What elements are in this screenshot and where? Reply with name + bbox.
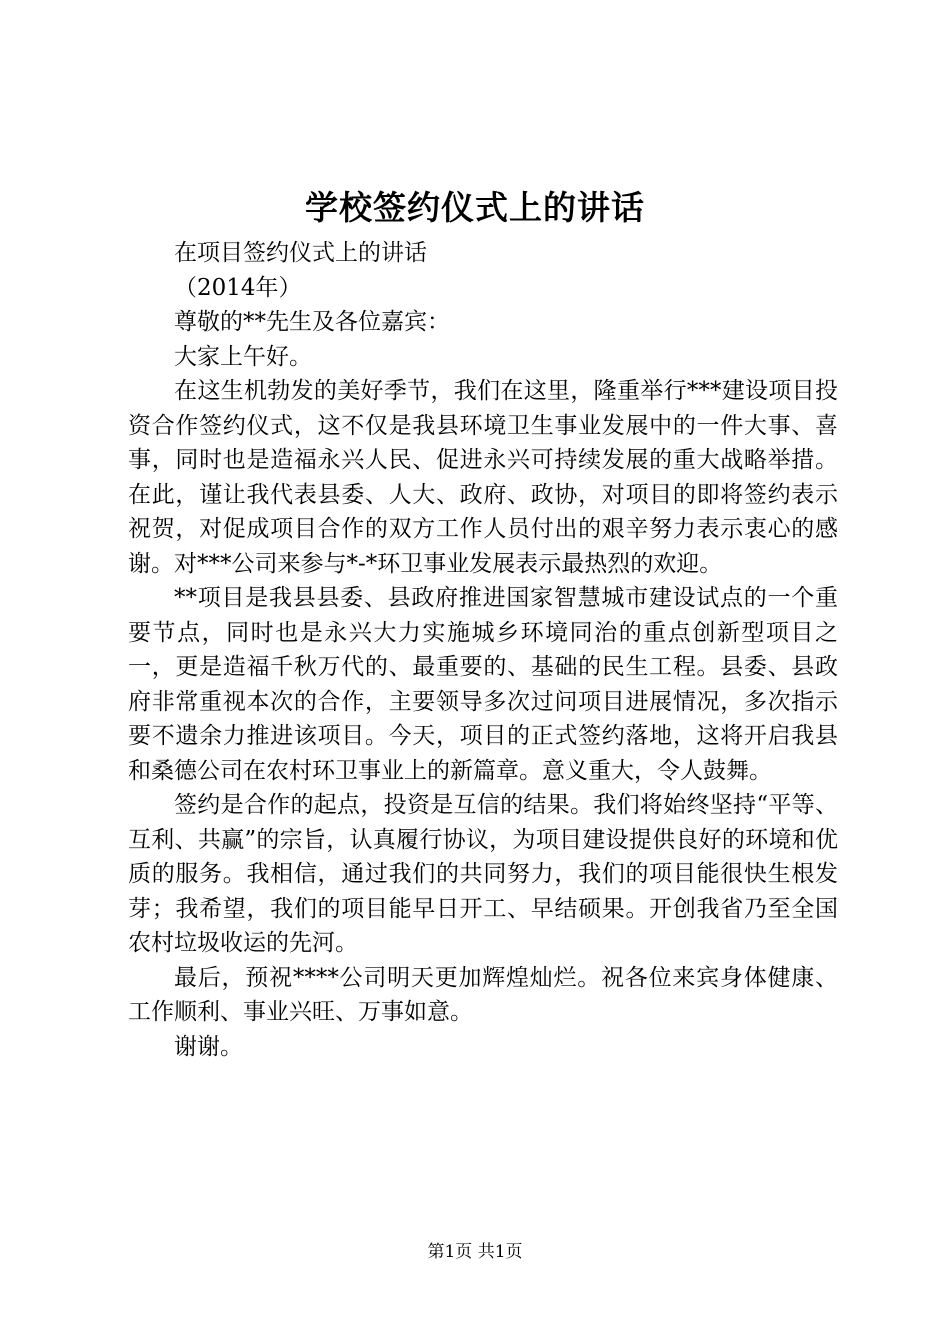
paragraph-body-2: **项目是我县县委、县政府推进国家智慧城市建设试点的一个重要节点，同时也是永兴大力实施城乡环境同治的重点创新型项目之一，更是造福千秋万代的、最重要的、基础的民生工程。县委、县政府非常重视本次的合作，主要领导多次过问项目进展情况，多次指示要不遗余力推进该项目。今天，项目的正式签约落地，这将开启我县和桑德公司在农村环卫事业上的新篇章。意义重大，令人鼓舞。 [128, 585, 838, 784]
paragraph-body-1: 在这生机勃发的美好季节，我们在这里，隆重举行***建设项目投资合作签约仪式，这不仅是我县环境卫生事业发展中的一件大事、喜事，同时也是造福永兴人民、促进永兴可持续发展的重大战略举措。在此，谨让我代表县委、人大、政府、政协，对项目的即将签约表示祝贺，对促成项目合作的双方工作人员付出的艰辛努力表示衷心的感谢。对***公司来参与*-*环卫事业发展表示最热烈的欢迎。 [128, 378, 838, 577]
paragraph-year: （2014年） [174, 274, 302, 301]
document-body [128, 236, 838, 1064]
paragraph-subtitle: 在项目签约仪式上的讲话 [174, 240, 427, 266]
page-number-footer: 第1页 共1页 [427, 1242, 523, 1262]
paragraph-greeting: 大家上午好。 [174, 343, 312, 370]
paragraph-salutation: 尊敬的**先生及各位嘉宾： [174, 309, 450, 335]
paragraph-closing: 谢谢。 [174, 1033, 243, 1060]
paragraph-body-4: 最后，预祝****公司明天更加辉煌灿烂。祝各位来宾身体健康、工作顺利、事业兴旺、万事如意。 [128, 964, 838, 1025]
paragraph-body-3: 签约是合作的起点，投资是互信的结果。我们将始终坚持“平等、互利、共赢”的宗旨，认真履行协议，为项目建设提供良好的环境和优质的服务。我相信，通过我们的共同努力，我们的项目能很快生根发芽；我希望，我们的项目能早日开工、早结硕果。开创我省乃至全国农村垃圾收运的先河。 [128, 792, 838, 956]
document-title: 学校签约仪式上的讲话 [305, 188, 645, 227]
